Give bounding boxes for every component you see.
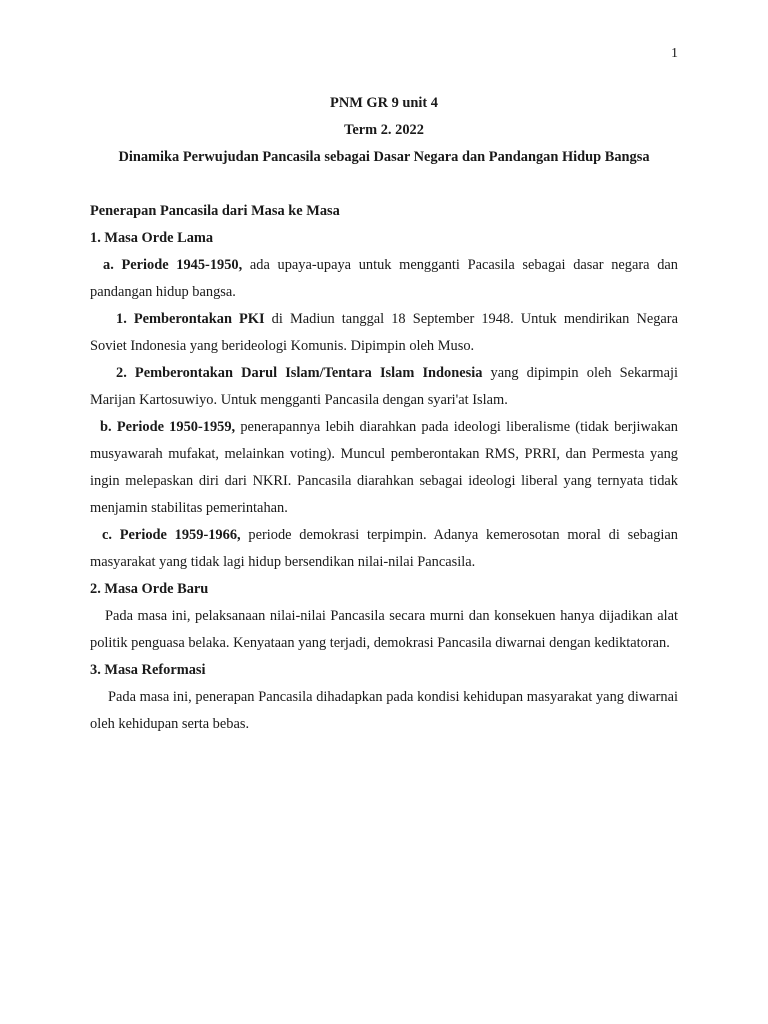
orde-baru-heading: 2. Masa Orde Baru	[90, 581, 209, 597]
periode-1950-text: penerapannya lebih diarahkan pada ideologi liberalisme (tidak berjiwakan musyawarah mufakat, melainkan voting). Muncul pemberontakan RMS, PRRI, dan Permesta yang ingin melepaskan diri dari NKRI. Pancasila diarahkan sebagai ideologi liberal yang ternyata tidak menjamin stabilitas pemerintahan.	[90, 419, 679, 516]
document-term: Term 2. 2022	[344, 122, 424, 138]
page-number: 1	[671, 46, 678, 61]
pki-paragraph	[90, 306, 678, 360]
document-body	[90, 90, 678, 738]
pki-text: di Madiun tanggal 18 September 1948. Untuk mendirikan Negara Soviet Indonesia yang berideologi Komunis. Dipimpin oleh Muso.	[90, 311, 678, 354]
darul-islam-label: 2. Pemberontakan Darul Islam/Tentara Islam Indonesia	[116, 365, 483, 381]
orde-lama-heading: 1. Masa Orde Lama	[90, 230, 214, 246]
reformasi-paragraph: Pada masa ini, penerapan Pancasila dihadapkan pada kondisi kehidupan masyarakat yang diwarnai oleh kehidupan serta bebas.	[90, 689, 678, 732]
spacer	[90, 171, 678, 198]
pki-label: 1. Pemberontakan PKI	[116, 311, 265, 327]
section-title: Penerapan Pancasila dari Masa ke Masa	[90, 203, 340, 219]
darul-islam-text: yang dipimpin oleh Sekarmaji Marijan Kartosuwiyo. Untuk mengganti Pancasila dengan syari'at Islam.	[90, 365, 678, 408]
orde-baru-paragraph: Pada masa ini, pelaksanaan nilai-nilai Pancasila secara murni dan konsekuen hanya dijadikan alat politik penguasa belaka. Kenyataan yang terjadi, demokrasi Pancasila diwarnai dengan kediktatoran.	[90, 608, 678, 651]
periode-1945-text: ada upaya-upaya untuk mengganti Pacasila sebagai dasar negara dan pandangan hidup bangsa.	[90, 257, 679, 300]
periode-1945-paragraph	[90, 252, 678, 306]
periode-1959-text: periode demokrasi terpimpin. Adanya kemerosotan moral di sebagian masyarakat yang tidak lagi hidup bersendikan nilai-nilai Pancasila.	[90, 527, 678, 570]
document-title: PNM GR 9 unit 4	[330, 95, 438, 111]
periode-1959-paragraph	[90, 522, 678, 576]
darul-islam-paragraph	[90, 360, 678, 414]
periode-1950-label: b. Periode 1950-1959,	[100, 419, 236, 435]
reformasi-heading: 3. Masa Reformasi	[90, 662, 206, 678]
periode-1945-label: a. Periode 1945-1950,	[103, 257, 243, 273]
periode-1950-paragraph	[90, 414, 678, 522]
periode-1959-label: c. Periode 1959-1966,	[102, 527, 241, 543]
document-subtitle: Dinamika Perwujudan Pancasila sebagai Dasar Negara dan Pandangan Hidup Bangsa	[118, 149, 650, 165]
